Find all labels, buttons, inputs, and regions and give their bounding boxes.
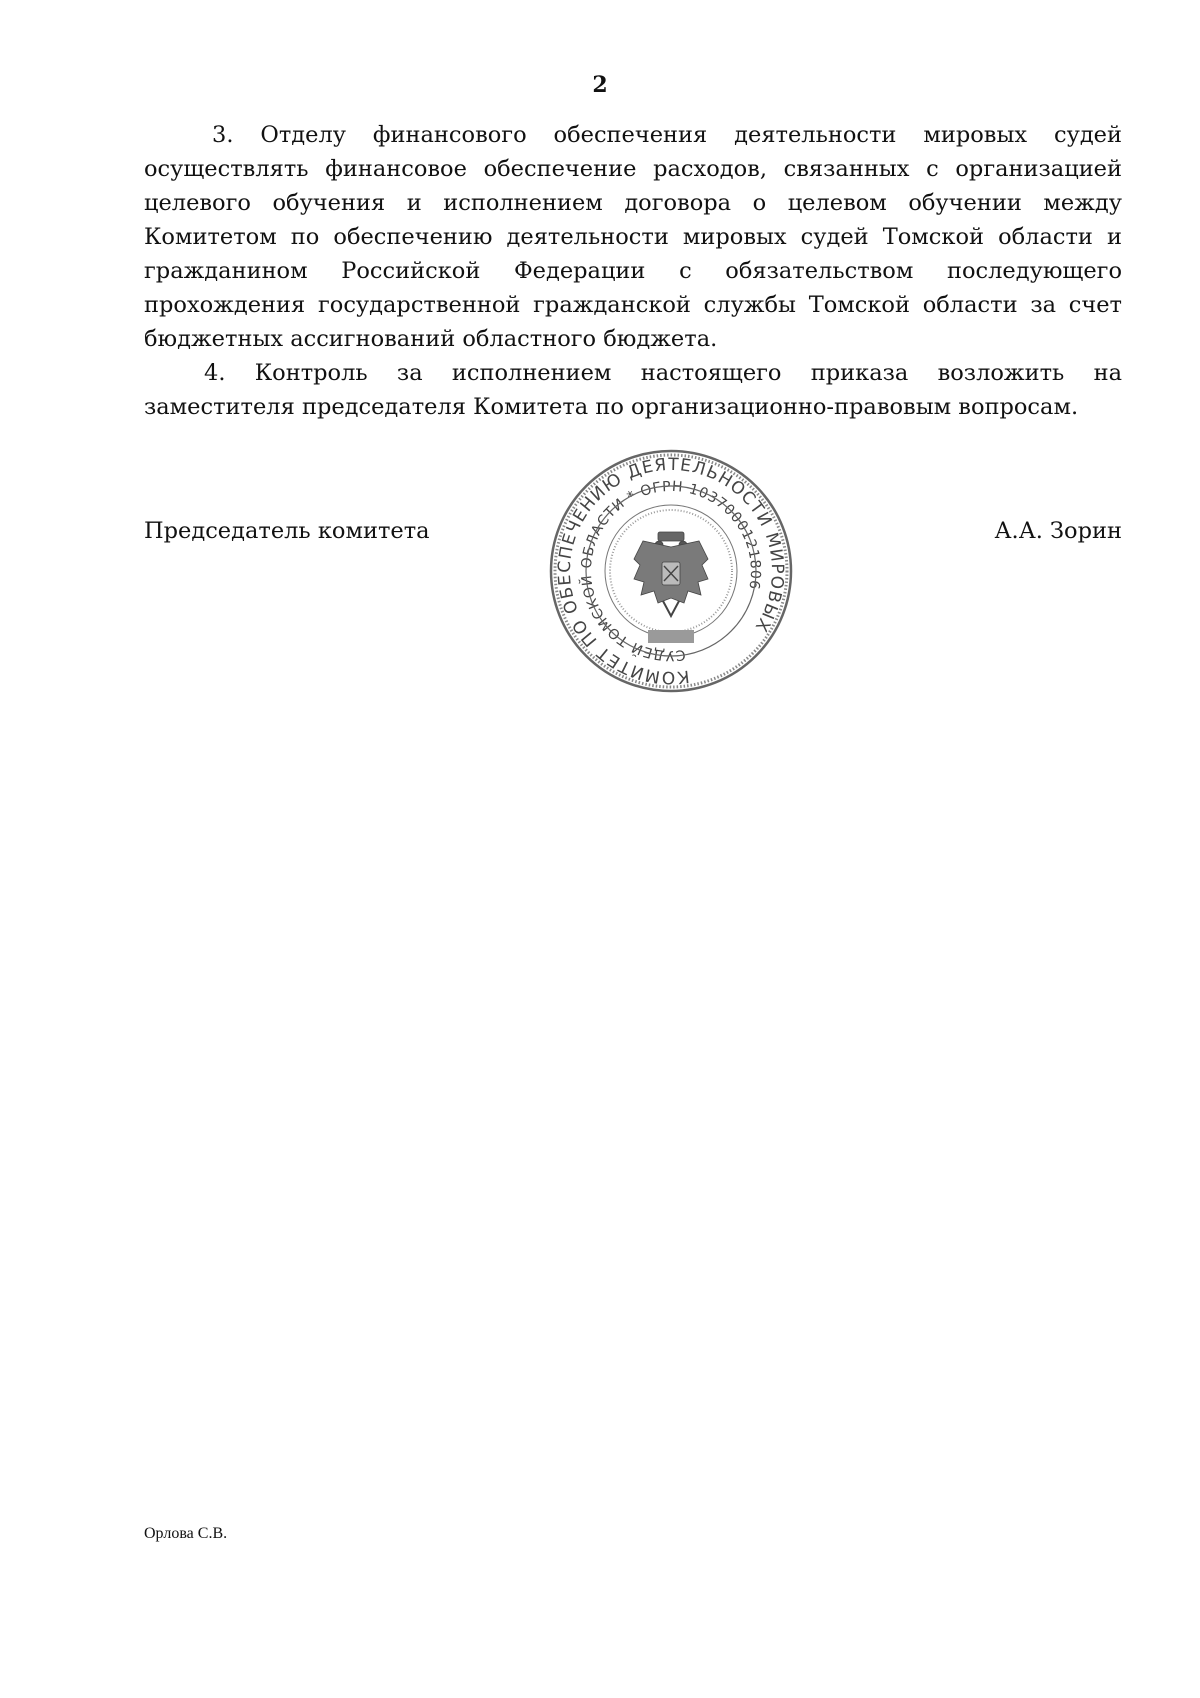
signatory-name: А.А. Зорин [994, 518, 1122, 544]
signature-block [144, 518, 1122, 558]
signatory-position: Председатель комитета [144, 518, 430, 544]
seal-inner-text: СУДЕЙ ТОМСКОЙ ОБЛАСТИ * ОГРН 1037000121806 [578, 478, 764, 664]
paragraph-4: 4. Контроль за исполнением настоящего приказа возложить на заместителя председателя Комитета по организационно-правовым вопросам. [144, 360, 1122, 420]
paragraph-3: 3. Отделу финансового обеспечения деятельности мировых судей осуществлять финансовое обеспечение расходов, связанных с организацией целевого обучения и исполнением договора о целевом обучении между Комитетом по обеспечению деятельности мировых судей Томской области и гражданином Российской Федерации с обязательством последующего прохождения государственной гражданской службы Томской области за счет бюджетных ассигнований областного бюджета. [144, 122, 1122, 352]
official-seal [548, 448, 794, 694]
seal-outer-text: КОМИТЕТ ПО ОБЕСПЕЧЕНИЮ ДЕЯТЕЛЬНОСТИ МИРОВЫХ [554, 454, 788, 688]
executor-name: Орлова С.В. [144, 1525, 228, 1542]
page-number: 2 [592, 72, 608, 98]
order-body [144, 118, 1122, 424]
